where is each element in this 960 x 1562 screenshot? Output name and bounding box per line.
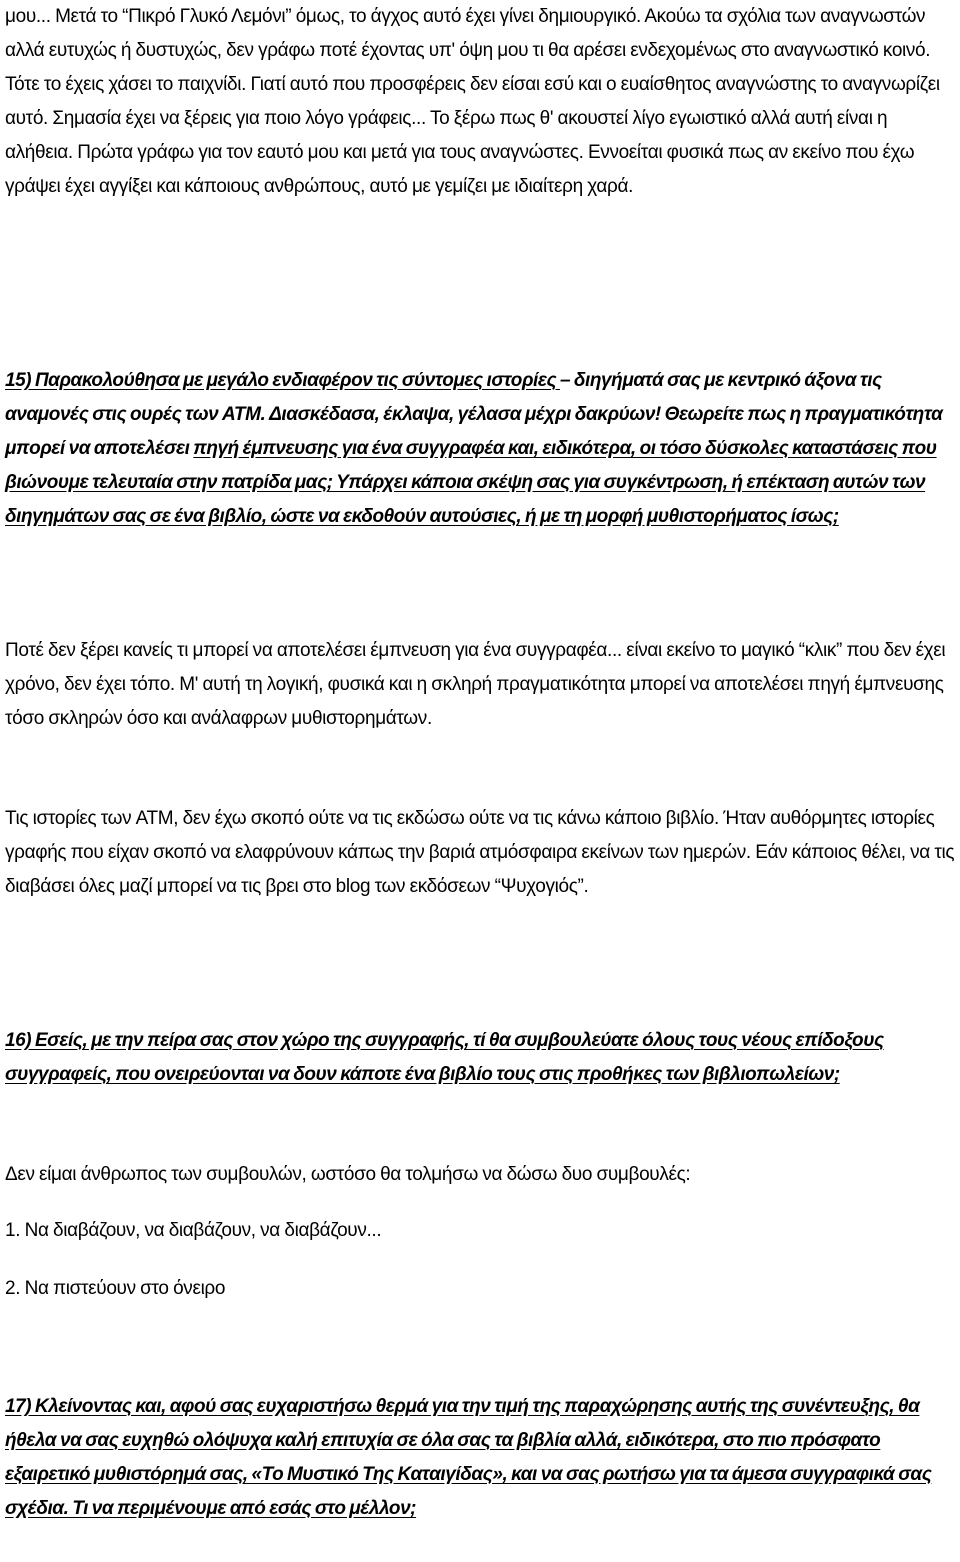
question-15 — [5, 364, 955, 534]
question-17-part-1: 17) Κλείνοντας και, αφού σας ευχαριστήσω θερμά για την τιμή της παραχώρησης αυτής της συνέντευξης, θα ήθελα να σας ευχηθώ ολόψυχα καλή επιτυχία σε όλα σας τα βιβλία αλλά, ειδικότερα, στο πιο πρόσφατο εξαιρετικό μυθιστόρημά σας, — [5, 1396, 920, 1485]
question-15-part-3: Θεωρείτε πως η πραγματικότητα μπορεί να αποτελέσει — [5, 403, 943, 459]
question-17-part-2: , και να σας ρωτήσω για τα άμεσα συγγραφικά σας σχέδια. Τι να περιμένουμε από εσάς στο μέλλον; — [5, 1463, 932, 1519]
advice-item-2: 2. Να πιστεύουν στο όνειρο — [5, 1278, 226, 1299]
answer-16: Δεν είμαι άνθρωπος των συμβουλών, ωστόσο θα τολμήσω να δώσω δυο συμβουλές: — [5, 1164, 691, 1185]
question-15-part-2: – διηγήματά σας με κεντρικό άξονα τις αναμονές στις ουρές των ATM. Διασκέδασα, έκλαψα, γέλασα μέχρι δακρύων! — [5, 370, 882, 425]
question-15-part-4: πηγή έμπνευσης για ένα συγγραφέα και, ειδικότερα, οι τόσο δύσκολες καταστάσεις που βιώνουμε τελευταία στην πατρίδα μας; Υπάρχει κάποια σκέψη σας για συγκέντρωση, ή επέκταση αυτών των διηγημάτων σας σε ένα βιβλίο, ώστε να εκδοθούν αυτούσιες, ή με τη μορφή μυθιστορήματος ίσως; — [5, 437, 937, 527]
book-title: «Το Μυστικό Της Καταιγίδας» — [251, 1463, 503, 1485]
advice-item-1: 1. Να διαβάζουν, να διαβάζουν, να διαβάζουν... — [5, 1220, 382, 1241]
answer-14-continuation: μου... Μετά το “Πικρό Γλυκό Λεμόνι” όμως, το άγχος αυτό έχει γίνει δημιουργικό. Ακούω τα σχόλια των αναγνωστών αλλά ευτυχώς ή δυστυχώς, δεν γράφω ποτέ έχοντας υπ' όψη μου τι θα αρέσει ενδεχομένως στο αναγνωστικό κοινό. Τότε το έχεις χάσει το παιχνίδι. Γιατί αυτό που προσφέρεις δεν είσαι εσύ και ο ευαίσθητος αναγνώστης το αναγνωρίζει αυτό. Σημασία έχει να ξέρεις για ποιο λόγο γράφεις... Το ξέρω πως θ' ακουστεί λίγο εγωιστικό αλλά αυτή είναι η αλήθεια. Πρώτα γράφω για τον εαυτό μου και μετά για τους αναγνώστες. Εννοείται φυσικά πως αν εκείνο που έχω γράψει έχει αγγίξει και κάποιους ανθρώπους, αυτό με γεμίζει με ιδιαίτερη χαρά. — [5, 6, 940, 197]
question-16: 16) Εσείς, με την πείρα σας στον χώρο της συγγραφής, τί θα συμβουλεύατε όλους τους νέους επίδοξους συγγραφείς, που ονειρεύονται να δουν κάποτε ένα βιβλίο τους στις προθήκες των βιβλιοπωλείων; — [5, 1030, 884, 1085]
question-17 — [5, 1390, 955, 1526]
document-page — [5, 0, 955, 1562]
question-15-part-1: 15) Παρακολούθησα με μεγάλο ενδιαφέρον τις σύντομες ιστορίες — [5, 370, 560, 391]
answer-15-paragraph-1: Ποτέ δεν ξέρει κανείς τι μπορεί να αποτελέσει έμπνευση για ένα συγγραφέα... είναι εκείνο το μαγικό “κλικ” που δεν έχει χρόνο, δεν έχει τόπο. Μ' αυτή τη λογική, φυσικά και η σκληρή πραγματικότητα μπορεί να αποτελέσει πηγή έμπνευσης τόσο σκληρών όσο και ανάλαφρων μυθιστορημάτων. — [5, 640, 946, 729]
answer-15-paragraph-2: Τις ιστορίες των ATM, δεν έχω σκοπό ούτε να τις εκδώσω ούτε να τις κάνω κάποιο βιβλίο. Ήταν αυθόρμητες ιστορίες γραφής που είχαν σκοπό να ελαφρύνουν κάπως την βαριά ατμόσφαιρα εκείνων των ημερών. Εάν κάποιος θέλει, να τις διαβάσει όλες μαζί μπορεί να τις βρει στο blog των εκδόσεων “Ψυχογιός”. — [5, 808, 955, 897]
